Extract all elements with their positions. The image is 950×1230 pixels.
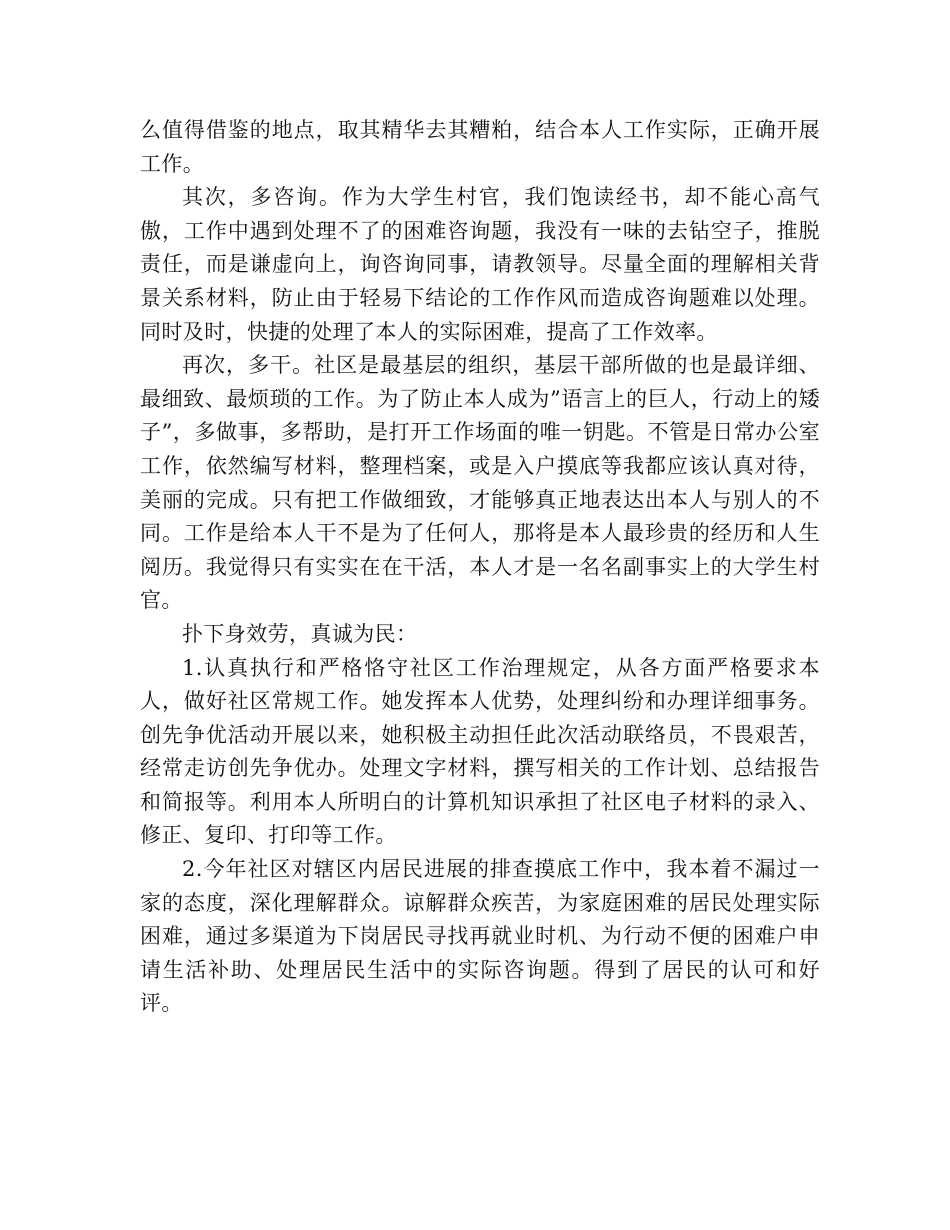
paragraph-2: 其次，多咨询。作为大学生村官，我们饱读经书，却不能心高气傲，工作中遇到处理不了的困难咨询题，我没有一味的去钻空子，推脱责任，而是谦虚向上，询咨询同事，请教领导。尽量全面的理解相关背景关系材料，防止由于轻易下结论的工作作风而造成咨询题难以处理。同时及时，快捷的处理了本人的实际困难，提高了工作效率。 bbox=[140, 185, 820, 344]
paragraph-5: 1.认真执行和严格恪守社区工作治理规定，从各方面严格要求本人，做好社区常规工作。她发挥本人优势，处理纠纷和办理详细事务。创先争优活动开展以来，她积极主动担任此次活动联络员，不畏艰苦，经常走访创先争优办。处理文字材料，撰写相关的工作计划、总结报告和简报等。利用本人所明白的计算机知识承担了社区电子材料的录入、修正、复印、打印等工作。 bbox=[140, 655, 820, 848]
paragraph-4: 扑下身效劳，真诚为民： bbox=[182, 621, 418, 646]
document-body bbox=[140, 114, 820, 1021]
paragraph-6: 2.今年社区对辖区内居民进展的排查摸底工作中，我本着不漏过一家的态度，深化理解群众。谅解群众疾苦，为家庭困难的居民处理实际困难，通过多渠道为下岗居民寻找再就业时机、为行动不便的困难户申请生活补助、处理居民生活中的实际咨询题。得到了居民的认可和好评。 bbox=[140, 857, 820, 1016]
paragraph-1: 么值得借鉴的地点，取其精华去其糟粕，结合本人工作实际，正确开展工作。 bbox=[140, 118, 820, 176]
paragraph-3: 再次，多干。社区是最基层的组织，基层干部所做的也是最详细、最细致、最烦琐的工作。为了防止本人成为”语言上的巨人，行动上的矮子”，多做事，多帮助，是打开工作场面的唯一钥匙。不管是日常办公室工作，依然编写材料，整理档案，或是入户摸底等我都应该认真对待，美丽的完成。只有把工作做细致，才能够真正地表达出本人与别人的不同。工作是给本人干不是为了任何人，那将是本人最珍贵的经历和人生阅历。我觉得只有实实在在干活，本人才是一名名副事实上的大学生村官。 bbox=[140, 353, 820, 613]
